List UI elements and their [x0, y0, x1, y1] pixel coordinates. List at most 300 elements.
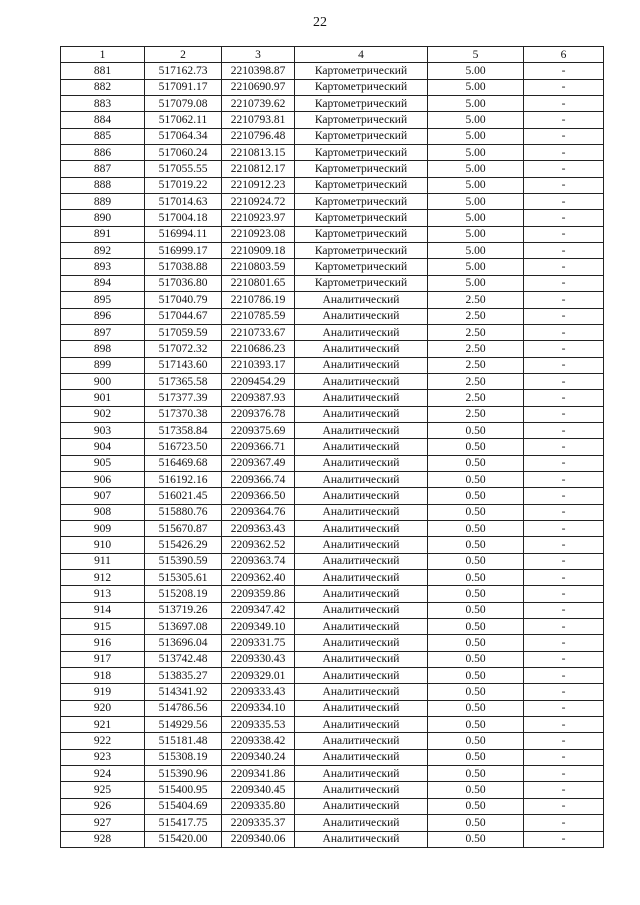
table-row — [61, 341, 604, 357]
method-cell: Картометрический — [295, 79, 428, 95]
accuracy-cell: 0.50 — [428, 520, 524, 536]
accuracy-cell: 0.50 — [428, 570, 524, 586]
note-cell: - — [524, 766, 604, 782]
x-coordinate-cell: 516021.45 — [145, 488, 222, 504]
table-row — [61, 390, 604, 406]
point-number-cell: 881 — [61, 63, 145, 79]
x-coordinate-cell: 516723.50 — [145, 439, 222, 455]
method-cell: Аналитический — [295, 422, 428, 438]
table-row — [61, 292, 604, 308]
accuracy-cell: 0.50 — [428, 684, 524, 700]
x-coordinate-cell: 513697.08 — [145, 619, 222, 635]
accuracy-cell: 0.50 — [428, 782, 524, 798]
x-coordinate-cell: 517055.55 — [145, 161, 222, 177]
header-row — [61, 47, 604, 63]
table-row — [61, 684, 604, 700]
method-cell: Картометрический — [295, 177, 428, 193]
table-row — [61, 619, 604, 635]
accuracy-cell: 5.00 — [428, 210, 524, 226]
table-header — [61, 47, 604, 63]
note-cell: - — [524, 455, 604, 471]
point-number-cell: 925 — [61, 782, 145, 798]
note-cell: - — [524, 586, 604, 602]
y-coordinate-cell: 2210739.62 — [222, 96, 295, 112]
note-cell: - — [524, 194, 604, 210]
y-coordinate-cell: 2210912.23 — [222, 177, 295, 193]
method-cell: Картометрический — [295, 128, 428, 144]
y-coordinate-cell: 2209349.10 — [222, 619, 295, 635]
y-coordinate-cell: 2209363.43 — [222, 520, 295, 536]
point-number-cell: 898 — [61, 341, 145, 357]
table-row — [61, 439, 604, 455]
x-coordinate-cell: 515400.95 — [145, 782, 222, 798]
note-cell: - — [524, 210, 604, 226]
x-coordinate-cell: 517072.32 — [145, 341, 222, 357]
method-cell: Аналитический — [295, 439, 428, 455]
x-coordinate-cell: 515390.96 — [145, 766, 222, 782]
method-cell: Аналитический — [295, 733, 428, 749]
x-coordinate-cell: 517004.18 — [145, 210, 222, 226]
table-row — [61, 733, 604, 749]
table-row — [61, 798, 604, 814]
method-cell: Аналитический — [295, 717, 428, 733]
accuracy-cell: 5.00 — [428, 226, 524, 242]
table-row — [61, 520, 604, 536]
method-cell: Аналитический — [295, 635, 428, 651]
point-number-cell: 919 — [61, 684, 145, 700]
method-cell: Аналитический — [295, 292, 428, 308]
x-coordinate-cell: 514341.92 — [145, 684, 222, 700]
x-coordinate-cell: 515426.29 — [145, 537, 222, 553]
table-row — [61, 504, 604, 520]
accuracy-cell: 0.50 — [428, 733, 524, 749]
table-row — [61, 145, 604, 161]
method-cell: Картометрический — [295, 194, 428, 210]
point-number-cell: 920 — [61, 700, 145, 716]
table-row — [61, 831, 604, 847]
method-cell: Аналитический — [295, 520, 428, 536]
point-number-cell: 911 — [61, 553, 145, 569]
y-coordinate-cell: 2209335.53 — [222, 717, 295, 733]
x-coordinate-cell: 517019.22 — [145, 177, 222, 193]
table-row — [61, 259, 604, 275]
table-row — [61, 96, 604, 112]
note-cell: - — [524, 341, 604, 357]
method-cell: Аналитический — [295, 357, 428, 373]
y-coordinate-cell: 2209366.50 — [222, 488, 295, 504]
method-cell: Аналитический — [295, 651, 428, 667]
y-coordinate-cell: 2210393.17 — [222, 357, 295, 373]
column-header-4: 4 — [295, 47, 428, 63]
note-cell: - — [524, 570, 604, 586]
table-row — [61, 668, 604, 684]
x-coordinate-cell: 513696.04 — [145, 635, 222, 651]
method-cell: Картометрический — [295, 96, 428, 112]
method-cell: Аналитический — [295, 782, 428, 798]
accuracy-cell: 0.50 — [428, 471, 524, 487]
note-cell: - — [524, 357, 604, 373]
method-cell: Аналитический — [295, 700, 428, 716]
y-coordinate-cell: 2209364.76 — [222, 504, 295, 520]
y-coordinate-cell: 2210923.97 — [222, 210, 295, 226]
accuracy-cell: 0.50 — [428, 488, 524, 504]
point-number-cell: 886 — [61, 145, 145, 161]
method-cell: Картометрический — [295, 259, 428, 275]
method-cell: Аналитический — [295, 602, 428, 618]
table-body — [61, 63, 604, 848]
point-number-cell: 893 — [61, 259, 145, 275]
y-coordinate-cell: 2209359.86 — [222, 586, 295, 602]
table-row — [61, 700, 604, 716]
point-number-cell: 902 — [61, 406, 145, 422]
table-row — [61, 357, 604, 373]
method-cell: Аналитический — [295, 668, 428, 684]
x-coordinate-cell: 517036.80 — [145, 275, 222, 291]
x-coordinate-cell: 517377.39 — [145, 390, 222, 406]
table-row — [61, 373, 604, 389]
x-coordinate-cell: 517365.58 — [145, 373, 222, 389]
table-row — [61, 553, 604, 569]
method-cell: Аналитический — [295, 324, 428, 340]
accuracy-cell: 5.00 — [428, 145, 524, 161]
method-cell: Аналитический — [295, 488, 428, 504]
note-cell: - — [524, 243, 604, 259]
method-cell: Аналитический — [295, 684, 428, 700]
accuracy-cell: 0.50 — [428, 537, 524, 553]
point-number-cell: 927 — [61, 815, 145, 831]
method-cell: Картометрический — [295, 63, 428, 79]
accuracy-cell: 0.50 — [428, 798, 524, 814]
y-coordinate-cell: 2209454.29 — [222, 373, 295, 389]
table-row — [61, 275, 604, 291]
accuracy-cell: 2.50 — [428, 341, 524, 357]
method-cell: Аналитический — [295, 471, 428, 487]
x-coordinate-cell: 517044.67 — [145, 308, 222, 324]
accuracy-cell: 0.50 — [428, 635, 524, 651]
note-cell: - — [524, 717, 604, 733]
x-coordinate-cell: 517062.11 — [145, 112, 222, 128]
table-row — [61, 635, 604, 651]
point-number-cell: 923 — [61, 749, 145, 765]
x-coordinate-cell: 515417.75 — [145, 815, 222, 831]
y-coordinate-cell: 2210796.48 — [222, 128, 295, 144]
y-coordinate-cell: 2209340.06 — [222, 831, 295, 847]
x-coordinate-cell: 515404.69 — [145, 798, 222, 814]
table-row — [61, 112, 604, 128]
x-coordinate-cell: 515208.19 — [145, 586, 222, 602]
point-number-cell: 922 — [61, 733, 145, 749]
method-cell: Аналитический — [295, 341, 428, 357]
note-cell: - — [524, 373, 604, 389]
accuracy-cell: 5.00 — [428, 177, 524, 193]
y-coordinate-cell: 2210812.17 — [222, 161, 295, 177]
x-coordinate-cell: 517059.59 — [145, 324, 222, 340]
note-cell: - — [524, 733, 604, 749]
note-cell: - — [524, 602, 604, 618]
y-coordinate-cell: 2209347.42 — [222, 602, 295, 618]
method-cell: Аналитический — [295, 504, 428, 520]
y-coordinate-cell: 2209366.74 — [222, 471, 295, 487]
table-row — [61, 406, 604, 422]
y-coordinate-cell: 2209338.42 — [222, 733, 295, 749]
method-cell: Аналитический — [295, 537, 428, 553]
method-cell: Картометрический — [295, 145, 428, 161]
accuracy-cell: 5.00 — [428, 275, 524, 291]
point-number-cell: 887 — [61, 161, 145, 177]
accuracy-cell: 5.00 — [428, 63, 524, 79]
accuracy-cell: 0.50 — [428, 668, 524, 684]
method-cell: Картометрический — [295, 275, 428, 291]
note-cell: - — [524, 635, 604, 651]
accuracy-cell: 0.50 — [428, 651, 524, 667]
point-number-cell: 924 — [61, 766, 145, 782]
point-number-cell: 905 — [61, 455, 145, 471]
note-cell: - — [524, 815, 604, 831]
note-cell: - — [524, 684, 604, 700]
y-coordinate-cell: 2209340.24 — [222, 749, 295, 765]
x-coordinate-cell: 517079.08 — [145, 96, 222, 112]
table-row — [61, 422, 604, 438]
point-number-cell: 910 — [61, 537, 145, 553]
accuracy-cell: 2.50 — [428, 406, 524, 422]
accuracy-cell: 5.00 — [428, 79, 524, 95]
y-coordinate-cell: 2210398.87 — [222, 63, 295, 79]
y-coordinate-cell: 2210785.59 — [222, 308, 295, 324]
note-cell: - — [524, 439, 604, 455]
x-coordinate-cell: 517064.34 — [145, 128, 222, 144]
x-coordinate-cell: 516469.68 — [145, 455, 222, 471]
point-number-cell: 890 — [61, 210, 145, 226]
column-header-3: 3 — [222, 47, 295, 63]
note-cell: - — [524, 619, 604, 635]
table-row — [61, 63, 604, 79]
method-cell: Аналитический — [295, 749, 428, 765]
table-row — [61, 226, 604, 242]
note-cell: - — [524, 553, 604, 569]
y-coordinate-cell: 2209331.75 — [222, 635, 295, 651]
x-coordinate-cell: 513742.48 — [145, 651, 222, 667]
note-cell: - — [524, 700, 604, 716]
y-coordinate-cell: 2209329.01 — [222, 668, 295, 684]
note-cell: - — [524, 145, 604, 161]
accuracy-cell: 5.00 — [428, 112, 524, 128]
accuracy-cell: 5.00 — [428, 161, 524, 177]
column-header-1: 1 — [61, 47, 145, 63]
accuracy-cell: 0.50 — [428, 602, 524, 618]
y-coordinate-cell: 2209367.49 — [222, 455, 295, 471]
method-cell: Аналитический — [295, 406, 428, 422]
point-number-cell: 883 — [61, 96, 145, 112]
note-cell: - — [524, 537, 604, 553]
method-cell: Аналитический — [295, 570, 428, 586]
accuracy-cell: 0.50 — [428, 422, 524, 438]
y-coordinate-cell: 2209387.93 — [222, 390, 295, 406]
x-coordinate-cell: 517040.79 — [145, 292, 222, 308]
page-number: 22 — [313, 15, 327, 30]
table-row — [61, 79, 604, 95]
accuracy-cell: 5.00 — [428, 259, 524, 275]
coordinates-table — [60, 46, 604, 848]
table-row — [61, 766, 604, 782]
note-cell: - — [524, 520, 604, 536]
x-coordinate-cell: 517091.17 — [145, 79, 222, 95]
x-coordinate-cell: 513719.26 — [145, 602, 222, 618]
point-number-cell: 913 — [61, 586, 145, 602]
note-cell: - — [524, 96, 604, 112]
accuracy-cell: 0.50 — [428, 717, 524, 733]
accuracy-cell: 2.50 — [428, 324, 524, 340]
point-number-cell: 894 — [61, 275, 145, 291]
note-cell: - — [524, 798, 604, 814]
x-coordinate-cell: 514929.56 — [145, 717, 222, 733]
method-cell: Картометрический — [295, 112, 428, 128]
note-cell: - — [524, 406, 604, 422]
accuracy-cell: 0.50 — [428, 815, 524, 831]
x-coordinate-cell: 513835.27 — [145, 668, 222, 684]
point-number-cell: 892 — [61, 243, 145, 259]
column-header-5: 5 — [428, 47, 524, 63]
method-cell: Аналитический — [295, 390, 428, 406]
y-coordinate-cell: 2209362.40 — [222, 570, 295, 586]
y-coordinate-cell: 2209335.37 — [222, 815, 295, 831]
point-number-cell: 901 — [61, 390, 145, 406]
table-row — [61, 471, 604, 487]
method-cell: Картометрический — [295, 243, 428, 259]
method-cell: Аналитический — [295, 619, 428, 635]
point-number-cell: 918 — [61, 668, 145, 684]
point-number-cell: 926 — [61, 798, 145, 814]
point-number-cell: 908 — [61, 504, 145, 520]
table-row — [61, 324, 604, 340]
x-coordinate-cell: 516994.11 — [145, 226, 222, 242]
y-coordinate-cell: 2209333.43 — [222, 684, 295, 700]
y-coordinate-cell: 2210909.18 — [222, 243, 295, 259]
y-coordinate-cell: 2209334.10 — [222, 700, 295, 716]
note-cell: - — [524, 226, 604, 242]
table-row — [61, 749, 604, 765]
point-number-cell: 907 — [61, 488, 145, 504]
table-row — [61, 308, 604, 324]
x-coordinate-cell: 515420.00 — [145, 831, 222, 847]
method-cell: Аналитический — [295, 373, 428, 389]
note-cell: - — [524, 79, 604, 95]
accuracy-cell: 0.50 — [428, 749, 524, 765]
note-cell: - — [524, 504, 604, 520]
accuracy-cell: 0.50 — [428, 553, 524, 569]
point-number-cell: 889 — [61, 194, 145, 210]
point-number-cell: 903 — [61, 422, 145, 438]
method-cell: Аналитический — [295, 308, 428, 324]
table-row — [61, 455, 604, 471]
y-coordinate-cell: 2209366.71 — [222, 439, 295, 455]
table-row — [61, 210, 604, 226]
note-cell: - — [524, 128, 604, 144]
x-coordinate-cell: 516999.17 — [145, 243, 222, 259]
accuracy-cell: 5.00 — [428, 194, 524, 210]
point-number-cell: 912 — [61, 570, 145, 586]
method-cell: Аналитический — [295, 455, 428, 471]
note-cell: - — [524, 324, 604, 340]
y-coordinate-cell: 2209335.80 — [222, 798, 295, 814]
accuracy-cell: 0.50 — [428, 766, 524, 782]
point-number-cell: 928 — [61, 831, 145, 847]
method-cell: Аналитический — [295, 831, 428, 847]
point-number-cell: 904 — [61, 439, 145, 455]
y-coordinate-cell: 2209341.86 — [222, 766, 295, 782]
note-cell: - — [524, 668, 604, 684]
table-row — [61, 537, 604, 553]
accuracy-cell: 0.50 — [428, 586, 524, 602]
accuracy-cell: 0.50 — [428, 831, 524, 847]
table-row — [61, 243, 604, 259]
y-coordinate-cell: 2210801.65 — [222, 275, 295, 291]
point-number-cell: 884 — [61, 112, 145, 128]
table-row — [61, 815, 604, 831]
y-coordinate-cell: 2210733.67 — [222, 324, 295, 340]
note-cell: - — [524, 422, 604, 438]
x-coordinate-cell: 517038.88 — [145, 259, 222, 275]
accuracy-cell: 5.00 — [428, 96, 524, 112]
y-coordinate-cell: 2210803.59 — [222, 259, 295, 275]
x-coordinate-cell: 515308.19 — [145, 749, 222, 765]
table-row — [61, 782, 604, 798]
method-cell: Картометрический — [295, 226, 428, 242]
note-cell: - — [524, 112, 604, 128]
y-coordinate-cell: 2209330.43 — [222, 651, 295, 667]
x-coordinate-cell: 517060.24 — [145, 145, 222, 161]
x-coordinate-cell: 516192.16 — [145, 471, 222, 487]
point-number-cell: 916 — [61, 635, 145, 651]
accuracy-cell: 0.50 — [428, 504, 524, 520]
point-number-cell: 897 — [61, 324, 145, 340]
y-coordinate-cell: 2209376.78 — [222, 406, 295, 422]
point-number-cell: 914 — [61, 602, 145, 618]
table-row — [61, 602, 604, 618]
x-coordinate-cell: 515390.59 — [145, 553, 222, 569]
accuracy-cell: 2.50 — [428, 292, 524, 308]
note-cell: - — [524, 488, 604, 504]
point-number-cell: 896 — [61, 308, 145, 324]
table-row — [61, 570, 604, 586]
x-coordinate-cell: 515181.48 — [145, 733, 222, 749]
accuracy-cell: 5.00 — [428, 243, 524, 259]
table-row — [61, 651, 604, 667]
table-row — [61, 194, 604, 210]
accuracy-cell: 2.50 — [428, 373, 524, 389]
table-row — [61, 161, 604, 177]
accuracy-cell: 5.00 — [428, 128, 524, 144]
point-number-cell: 895 — [61, 292, 145, 308]
method-cell: Картометрический — [295, 210, 428, 226]
table-row — [61, 717, 604, 733]
table-row — [61, 488, 604, 504]
accuracy-cell: 0.50 — [428, 619, 524, 635]
point-number-cell: 900 — [61, 373, 145, 389]
note-cell: - — [524, 831, 604, 847]
note-cell: - — [524, 390, 604, 406]
y-coordinate-cell: 2210786.19 — [222, 292, 295, 308]
note-cell: - — [524, 471, 604, 487]
note-cell: - — [524, 749, 604, 765]
x-coordinate-cell: 514786.56 — [145, 700, 222, 716]
table-row — [61, 586, 604, 602]
note-cell: - — [524, 782, 604, 798]
point-number-cell: 906 — [61, 471, 145, 487]
x-coordinate-cell: 517143.60 — [145, 357, 222, 373]
y-coordinate-cell: 2210690.97 — [222, 79, 295, 95]
x-coordinate-cell: 515305.61 — [145, 570, 222, 586]
y-coordinate-cell: 2209362.52 — [222, 537, 295, 553]
